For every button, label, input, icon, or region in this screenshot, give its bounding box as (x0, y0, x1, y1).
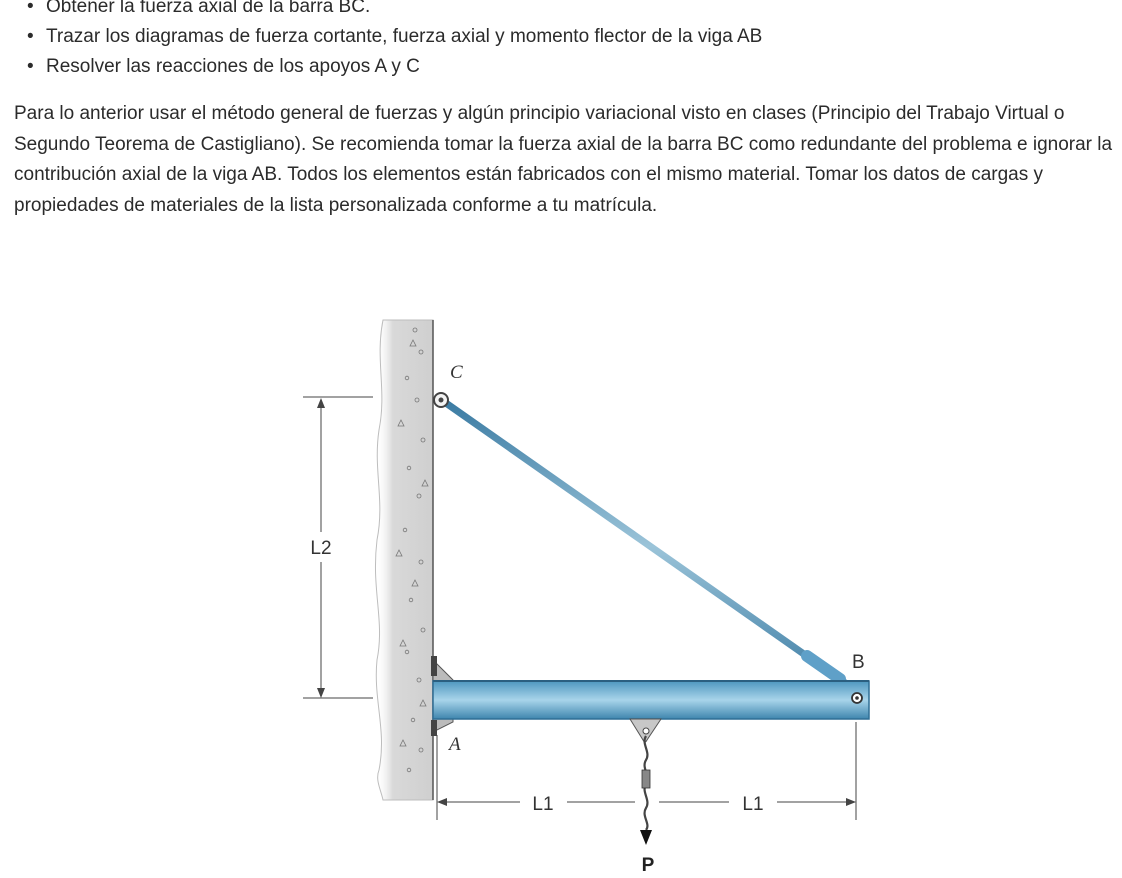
label-l1-right: L1 (742, 794, 764, 815)
concrete-wall (375, 320, 433, 800)
bullet-axial-force: • Obtener la fuerza axial de la barra BC. (0, 0, 762, 22)
rod-bc-outline (443, 401, 858, 692)
bullet-diagrams: • Trazar los diagramas de fuerza cortante, fuerza axial y momento flector de la viga AB (0, 22, 762, 52)
label-c: C (450, 362, 463, 383)
label-p: P (641, 855, 655, 873)
instructions-paragraph: Para lo anterior usar el método general de fuerzas y algún principio variacional visto en clases (Principio del Trabajo Virtual o Segundo Teorema de Castigliano). Se recomienda tomar la fuerza axial de la barra BC como redundante del problema e ignorar la contribución axial de la viga AB. Todos los elementos están fabricados con el mismo material. Tomar los datos de cargas y propiedades de materiales de la lista personalizada conforme a tu matrícula. (14, 103, 1113, 216)
rod-end-sleeve (807, 656, 840, 679)
structure-figure (295, 300, 885, 873)
bullet-reactions: • Resolver las reacciones de los apoyos A y C (0, 52, 762, 82)
label-l2: L2 (310, 538, 332, 559)
l2-arrow-bottom (317, 688, 325, 698)
label-b: B (852, 652, 865, 673)
load-arrow (640, 830, 652, 845)
label-a: A (449, 734, 461, 755)
l2-arrow-top (317, 398, 325, 408)
objectives-list (0, 0, 762, 82)
l1-arrow-right (846, 798, 856, 806)
beam-ab (433, 681, 869, 719)
label-l1-left: L1 (532, 794, 554, 815)
structure-diagram (295, 300, 885, 873)
l1-arrow-left (437, 798, 447, 806)
